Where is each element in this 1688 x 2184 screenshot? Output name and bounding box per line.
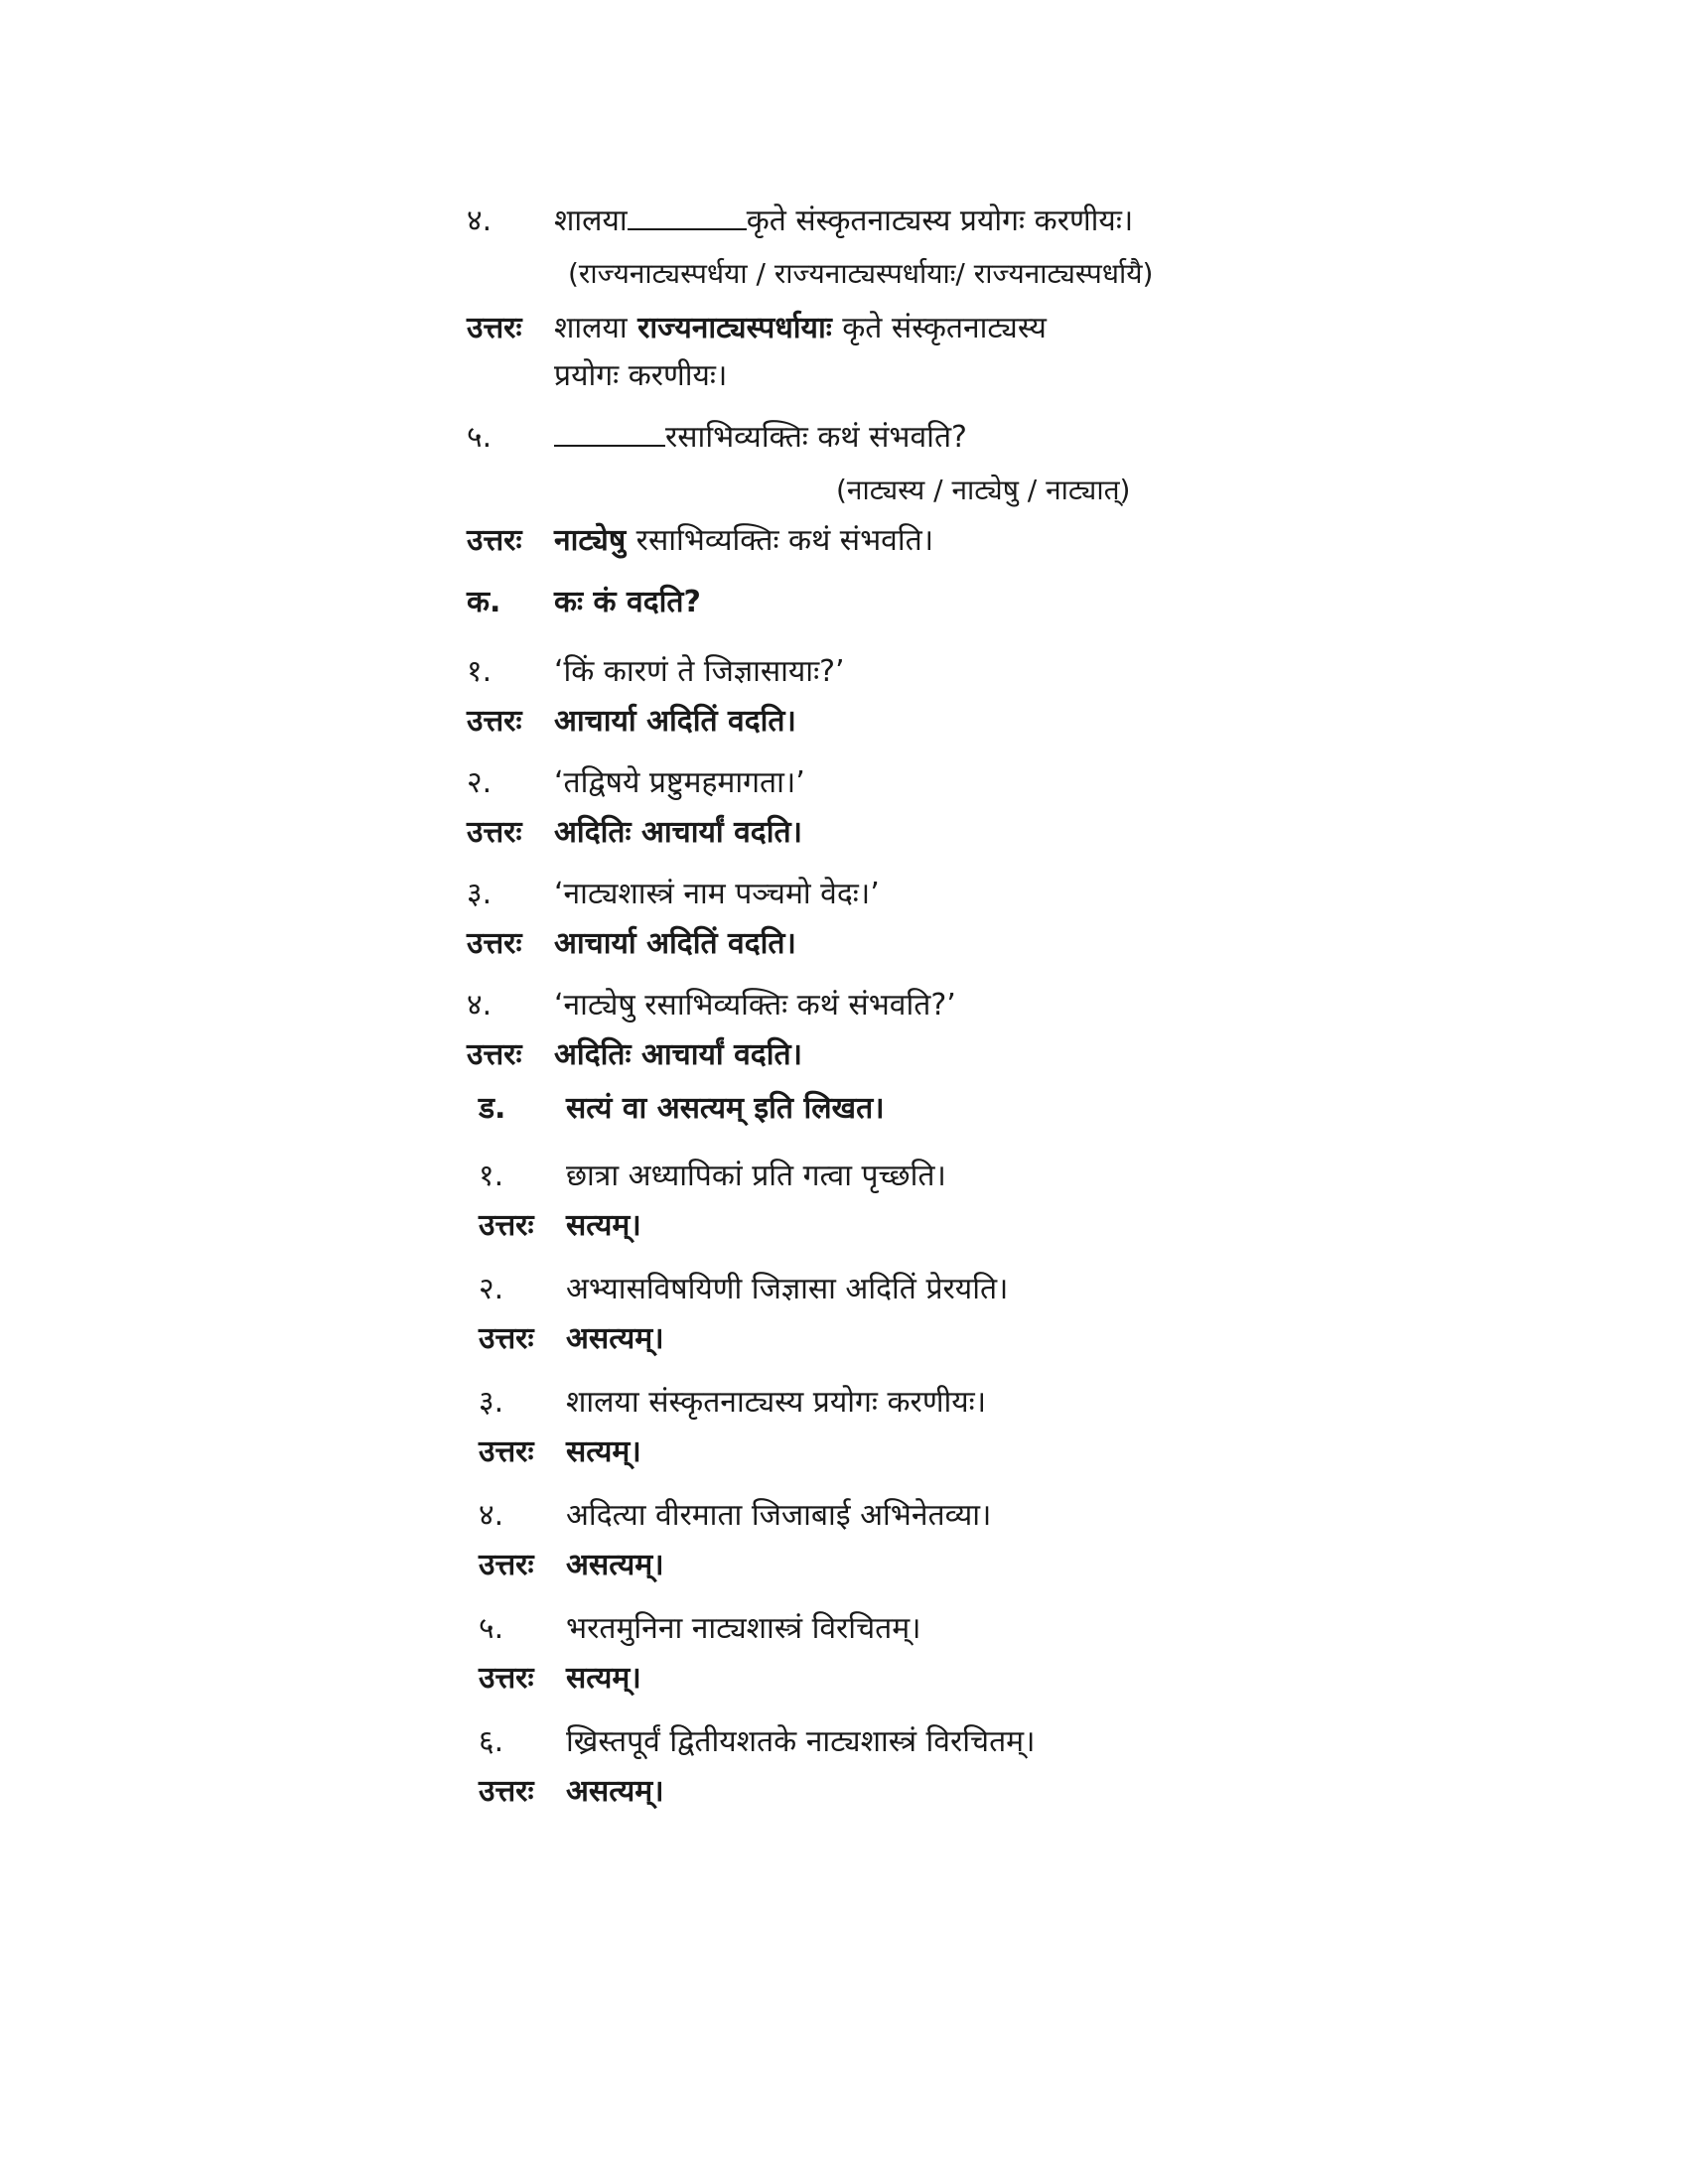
answer-text: सत्यम्। [566, 1208, 641, 1243]
answer-label: उत्तरः [467, 523, 522, 558]
answer-bold: नाट्येषु [554, 523, 627, 558]
question-text [554, 415, 967, 461]
answer-continuation: प्रयोगः करणीयः। [554, 358, 728, 393]
answer-text: सत्यम्। [566, 1661, 641, 1696]
answer-text: सत्यम्। [566, 1434, 641, 1469]
answer-pre: शालया [554, 311, 628, 345]
section-label: ड. [479, 1091, 506, 1126]
question-text: भरतमुनिना नाट्यशास्त्रं विरचितम्। [566, 1611, 921, 1646]
question-number: १. [479, 1159, 504, 1193]
answer-label: उत्तरः [479, 1321, 534, 1356]
section-label: क. [467, 585, 501, 619]
question-text: ‘तद्विषये प्रष्टुमहमागता।’ [554, 765, 805, 800]
section-title: कः कं वदति? [554, 585, 701, 619]
question-number: २. [467, 765, 492, 800]
question-number: ४. [467, 204, 492, 238]
answer-text: असत्यम्। [566, 1548, 664, 1582]
answer-label: उत्तरः [479, 1434, 534, 1469]
question-text: ‘नाट्यशास्त्रं नाम पञ्चमो वेदः।’ [554, 877, 880, 911]
answer-label: उत्तरः [479, 1661, 534, 1696]
answer-text: असत्यम्। [566, 1774, 664, 1809]
answer-bold: राज्यनाट्यस्पर्धायाः [637, 311, 832, 345]
question-text: ‘किं कारणं ते जिज्ञासायाः?’ [554, 654, 845, 689]
question-text [554, 199, 1133, 244]
question-text: ‘नाट्येषु रसाभिव्यक्तिः कथं संभवति?’ [554, 988, 956, 1023]
question-text: अभ्यासविषयिणी जिज्ञासा अदितिं प्रेरयति। [566, 1272, 1009, 1306]
fill-blank [628, 199, 747, 230]
answer-label: उत्तरः [479, 1548, 534, 1582]
answer-text: आचार्या अदितिं वदति। [554, 704, 796, 739]
answer-text: आचार्या अदितिं वदति। [554, 926, 796, 961]
question-text: छात्रा अध्यापिकां प्रति गत्वा पृच्छति। [566, 1159, 946, 1193]
question-number: ३. [467, 877, 492, 911]
answer-post: रसाभिव्यक्तिः कथं संभवति। [635, 523, 934, 558]
question-4-options: (राज्यनाट्यस्पर्धया / राज्यनाट्यस्पर्धायाः/ राज्यनाट्यस्पर्धायै) [568, 257, 1154, 290]
question-number: ६. [479, 1724, 504, 1759]
question-5-options: (नाट्यस्य / नाट्येषु / नाट्यात्) [836, 474, 1131, 506]
answer-label: उत्तरः [467, 311, 522, 345]
question-number: ५. [479, 1611, 504, 1646]
question-number: २. [479, 1272, 504, 1306]
answer-label: उत्तरः [467, 704, 522, 739]
question-text-after: रसाभिव्यक्तिः कथं संभवति? [665, 420, 967, 455]
answer-label: उत्तरः [467, 926, 522, 961]
answer-label: उत्तरः [467, 815, 522, 850]
answer-text: अदितिः आचार्यां वदति। [554, 815, 802, 850]
question-number: ५. [467, 420, 492, 455]
question-text: ख्रिस्तपूर्वं द्वितीयशतके नाट्यशास्त्रं विरचितम्। [566, 1724, 1036, 1759]
question-number: ३. [479, 1385, 504, 1420]
answer-text: अदितिः आचार्यां वदति। [554, 1037, 802, 1072]
question-text: शालया संस्कृतनाट्यस्य प्रयोगः करणीयः। [566, 1385, 987, 1420]
question-number: ४. [467, 988, 492, 1023]
answer-text [554, 306, 1047, 351]
question-text-before: शालया [554, 204, 628, 238]
answer-text: असत्यम्। [566, 1321, 664, 1356]
section-title: सत्यं वा असत्यम् इति लिखत। [566, 1091, 885, 1126]
fill-blank [554, 415, 665, 447]
question-number: १. [467, 654, 492, 689]
answer-post: कृते संस्कृतनाट्यस्य [842, 311, 1047, 345]
answer-label: उत्तरः [479, 1774, 534, 1809]
answer-label: उत्तरः [467, 1037, 522, 1072]
answer-label: उत्तरः [479, 1208, 534, 1243]
answer-text [554, 518, 933, 564]
question-number: ४. [479, 1498, 504, 1533]
question-text: अदित्या वीरमाता जिजाबाई अभिनेतव्या। [566, 1498, 992, 1533]
question-text-after: कृते संस्कृतनाट्यस्य प्रयोगः करणीयः। [746, 204, 1134, 238]
